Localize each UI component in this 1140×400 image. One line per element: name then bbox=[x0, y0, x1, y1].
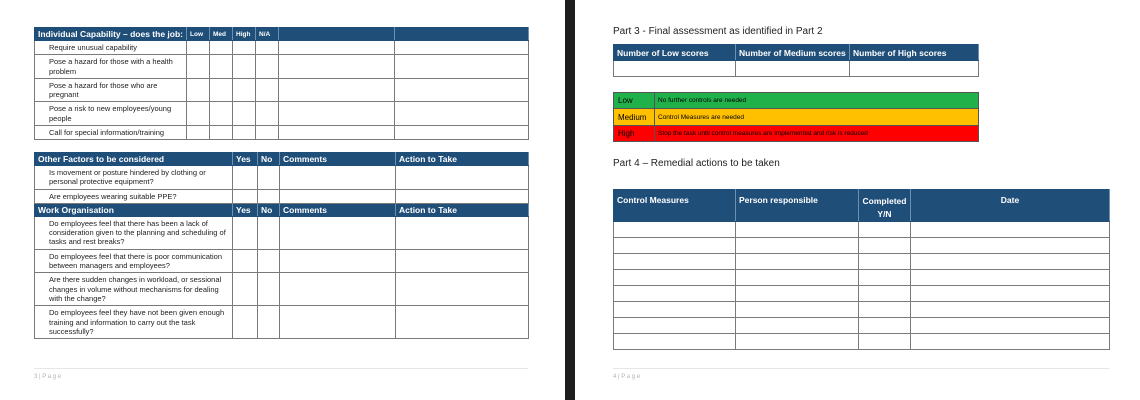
risk-description: Control Measures are needed bbox=[655, 109, 979, 126]
control-measure-cell[interactable] bbox=[614, 270, 736, 286]
table-row bbox=[35, 166, 529, 190]
blank-cell[interactable] bbox=[279, 55, 395, 79]
comments-cell[interactable] bbox=[280, 166, 396, 190]
work-org-question: Do employees feel they have not been given enough training and information to carry out the task successfully? bbox=[35, 306, 233, 339]
date-cell[interactable] bbox=[911, 254, 1110, 270]
person-responsible-cell[interactable] bbox=[736, 302, 859, 318]
capability-item: Call for special information/training bbox=[35, 126, 187, 140]
table-row bbox=[614, 334, 1110, 350]
table-row bbox=[35, 78, 529, 102]
table-row bbox=[35, 249, 529, 273]
table-header-row bbox=[35, 203, 529, 216]
work-org-question: Do employees feel that there is poor communication between managers and employees? bbox=[35, 249, 233, 273]
table-row bbox=[614, 222, 1110, 238]
page-number: 4 | P a g e bbox=[613, 374, 641, 380]
risk-level: High bbox=[614, 126, 655, 142]
med-cell[interactable] bbox=[210, 41, 233, 55]
action-cell[interactable] bbox=[396, 306, 529, 339]
table-row bbox=[614, 238, 1110, 254]
header-work-organisation: Work Organisation bbox=[35, 203, 233, 216]
medium-scores-cell[interactable] bbox=[736, 61, 850, 77]
table-row bbox=[35, 41, 529, 55]
completed-cell[interactable] bbox=[859, 270, 911, 286]
header-person-responsible: Person responsible bbox=[736, 190, 859, 222]
risk-row-high bbox=[614, 126, 979, 142]
risk-level: Low bbox=[614, 93, 655, 109]
header-na: N/A bbox=[256, 28, 279, 41]
person-responsible-cell[interactable] bbox=[736, 254, 859, 270]
comments-cell[interactable] bbox=[280, 189, 396, 203]
no-cell[interactable] bbox=[258, 249, 280, 273]
risk-level: Medium bbox=[614, 109, 655, 126]
date-cell[interactable] bbox=[911, 238, 1110, 254]
header-other-factors: Other Factors to be considered bbox=[35, 153, 233, 166]
header-action-to-take: Action to Take bbox=[396, 153, 529, 166]
table-row bbox=[35, 126, 529, 140]
header-medium-scores: Number of Medium scores bbox=[736, 45, 850, 61]
no-cell[interactable] bbox=[258, 273, 280, 306]
person-responsible-cell[interactable] bbox=[736, 318, 859, 334]
low-cell[interactable] bbox=[187, 41, 210, 55]
header-low: Low bbox=[187, 28, 210, 41]
remedial-actions-table bbox=[613, 189, 1110, 350]
date-cell[interactable] bbox=[911, 334, 1110, 350]
page-divider bbox=[565, 0, 575, 400]
table-row bbox=[35, 102, 529, 126]
control-measure-cell[interactable] bbox=[614, 334, 736, 350]
page-4 bbox=[575, 0, 1140, 400]
date-cell[interactable] bbox=[911, 270, 1110, 286]
date-cell[interactable] bbox=[911, 302, 1110, 318]
high-scores-cell[interactable] bbox=[850, 61, 979, 77]
high-cell[interactable] bbox=[233, 55, 256, 79]
high-cell[interactable] bbox=[233, 126, 256, 140]
part-4-heading: Part 4 – Remedial actions to be taken bbox=[613, 158, 780, 169]
med-cell[interactable] bbox=[210, 78, 233, 102]
blank-cell[interactable] bbox=[395, 41, 529, 55]
low-scores-cell[interactable] bbox=[614, 61, 736, 77]
table-row bbox=[35, 273, 529, 306]
completed-cell[interactable] bbox=[859, 238, 911, 254]
header-control-measures: Control Measures bbox=[614, 190, 736, 222]
completed-cell[interactable] bbox=[859, 334, 911, 350]
comments-cell[interactable] bbox=[280, 216, 396, 249]
factor-question: Are employees wearing suitable PPE? bbox=[35, 189, 233, 203]
control-measure-cell[interactable] bbox=[614, 318, 736, 334]
blank-cell[interactable] bbox=[395, 126, 529, 140]
na-cell[interactable] bbox=[256, 102, 279, 126]
other-factors-table bbox=[34, 152, 529, 339]
completed-cell[interactable] bbox=[859, 222, 911, 238]
capability-item: Pose a hazard for those with a health problem bbox=[35, 55, 187, 79]
footer-rule bbox=[34, 368, 528, 369]
header-yes: Yes bbox=[233, 203, 258, 216]
blank-cell[interactable] bbox=[395, 55, 529, 79]
yes-cell[interactable] bbox=[233, 166, 258, 190]
table-row bbox=[35, 216, 529, 249]
header-blank bbox=[279, 28, 395, 41]
comments-cell[interactable] bbox=[280, 273, 396, 306]
person-responsible-cell[interactable] bbox=[736, 270, 859, 286]
control-measure-cell[interactable] bbox=[614, 222, 736, 238]
header-no: No bbox=[258, 203, 280, 216]
table-row bbox=[35, 189, 529, 203]
person-responsible-cell[interactable] bbox=[736, 286, 859, 302]
table-row bbox=[614, 318, 1110, 334]
action-cell[interactable] bbox=[396, 166, 529, 190]
risk-key-table bbox=[613, 92, 979, 142]
header-no: No bbox=[258, 153, 280, 166]
table-header-row bbox=[614, 45, 979, 61]
control-measure-cell[interactable] bbox=[614, 286, 736, 302]
page-3 bbox=[0, 0, 565, 400]
high-cell[interactable] bbox=[233, 78, 256, 102]
blank-cell[interactable] bbox=[279, 126, 395, 140]
date-cell[interactable] bbox=[911, 318, 1110, 334]
yes-cell[interactable] bbox=[233, 216, 258, 249]
part-3-heading: Part 3 - Final assessment as identified in Part 2 bbox=[613, 26, 823, 37]
completed-cell[interactable] bbox=[859, 254, 911, 270]
yes-cell[interactable] bbox=[233, 306, 258, 339]
table-row bbox=[35, 306, 529, 339]
table-row bbox=[614, 286, 1110, 302]
table-row bbox=[614, 270, 1110, 286]
header-low-scores: Number of Low scores bbox=[614, 45, 736, 61]
action-cell[interactable] bbox=[396, 189, 529, 203]
completed-cell[interactable] bbox=[859, 286, 911, 302]
risk-row-low bbox=[614, 93, 979, 109]
table-header-row bbox=[35, 28, 529, 41]
individual-capability-table bbox=[34, 27, 529, 140]
med-cell[interactable] bbox=[210, 126, 233, 140]
comments-cell[interactable] bbox=[280, 306, 396, 339]
no-cell[interactable] bbox=[258, 216, 280, 249]
risk-row-medium bbox=[614, 109, 979, 126]
no-cell[interactable] bbox=[258, 306, 280, 339]
action-cell[interactable] bbox=[396, 216, 529, 249]
work-org-question: Are there sudden changes in workload, or sessional changes in volume without mechanisms for dealing with the change? bbox=[35, 273, 233, 306]
header-high-scores: Number of High scores bbox=[850, 45, 979, 61]
comments-cell[interactable] bbox=[280, 249, 396, 273]
risk-description: No further controls are needed bbox=[655, 93, 979, 109]
capability-item: Require unusual capability bbox=[35, 41, 187, 55]
header-comments: Comments bbox=[280, 203, 396, 216]
blank-cell[interactable] bbox=[395, 78, 529, 102]
blank-cell[interactable] bbox=[279, 78, 395, 102]
na-cell[interactable] bbox=[256, 55, 279, 79]
factor-question: Is movement or posture hindered by clothing or personal protective equipment? bbox=[35, 166, 233, 190]
low-cell[interactable] bbox=[187, 126, 210, 140]
header-comments: Comments bbox=[280, 153, 396, 166]
low-cell[interactable] bbox=[187, 78, 210, 102]
header-individual-capability: Individual Capability – does the job: bbox=[35, 28, 187, 41]
med-cell[interactable] bbox=[210, 55, 233, 79]
completed-cell[interactable] bbox=[859, 318, 911, 334]
control-measure-cell[interactable] bbox=[614, 254, 736, 270]
action-cell[interactable] bbox=[396, 249, 529, 273]
high-cell[interactable] bbox=[233, 41, 256, 55]
scores-table bbox=[613, 44, 979, 77]
header-date: Date bbox=[911, 190, 1110, 222]
yes-cell[interactable] bbox=[233, 249, 258, 273]
table-row bbox=[614, 302, 1110, 318]
footer-rule bbox=[613, 368, 1109, 369]
blank-cell[interactable] bbox=[279, 41, 395, 55]
control-measure-cell[interactable] bbox=[614, 302, 736, 318]
yes-cell[interactable] bbox=[233, 189, 258, 203]
header-med: Med bbox=[210, 28, 233, 41]
risk-description: Stop the task until control measures are implemented and risk is reduced bbox=[655, 126, 979, 142]
na-cell[interactable] bbox=[256, 126, 279, 140]
blank-cell[interactable] bbox=[395, 102, 529, 126]
work-org-question: Do employees feel that there has been a lack of consideration given to the planning and scheduling of tasks and rest breaks? bbox=[35, 216, 233, 249]
table-row bbox=[35, 55, 529, 79]
header-high: High bbox=[233, 28, 256, 41]
capability-item: Pose a risk to new employees/young people bbox=[35, 102, 187, 126]
capability-item: Pose a hazard for those who are pregnant bbox=[35, 78, 187, 102]
header-blank bbox=[395, 28, 529, 41]
table-row bbox=[614, 254, 1110, 270]
header-completed: Completed Y/N bbox=[859, 190, 911, 222]
table-row bbox=[614, 61, 979, 77]
header-action-to-take: Action to Take bbox=[396, 203, 529, 216]
med-cell[interactable] bbox=[210, 102, 233, 126]
high-cell[interactable] bbox=[233, 102, 256, 126]
blank-cell[interactable] bbox=[279, 102, 395, 126]
person-responsible-cell[interactable] bbox=[736, 334, 859, 350]
table-header-row bbox=[35, 153, 529, 166]
header-yes: Yes bbox=[233, 153, 258, 166]
na-cell[interactable] bbox=[256, 41, 279, 55]
yes-cell[interactable] bbox=[233, 273, 258, 306]
control-measure-cell[interactable] bbox=[614, 238, 736, 254]
no-cell[interactable] bbox=[258, 189, 280, 203]
low-cell[interactable] bbox=[187, 55, 210, 79]
date-cell[interactable] bbox=[911, 286, 1110, 302]
completed-cell[interactable] bbox=[859, 302, 911, 318]
table-header-row bbox=[614, 190, 1110, 222]
action-cell[interactable] bbox=[396, 273, 529, 306]
no-cell[interactable] bbox=[258, 166, 280, 190]
low-cell[interactable] bbox=[187, 102, 210, 126]
page-number: 3 | P a g e bbox=[34, 374, 62, 380]
person-responsible-cell[interactable] bbox=[736, 238, 859, 254]
na-cell[interactable] bbox=[256, 78, 279, 102]
person-responsible-cell[interactable] bbox=[736, 222, 859, 238]
date-cell[interactable] bbox=[911, 222, 1110, 238]
